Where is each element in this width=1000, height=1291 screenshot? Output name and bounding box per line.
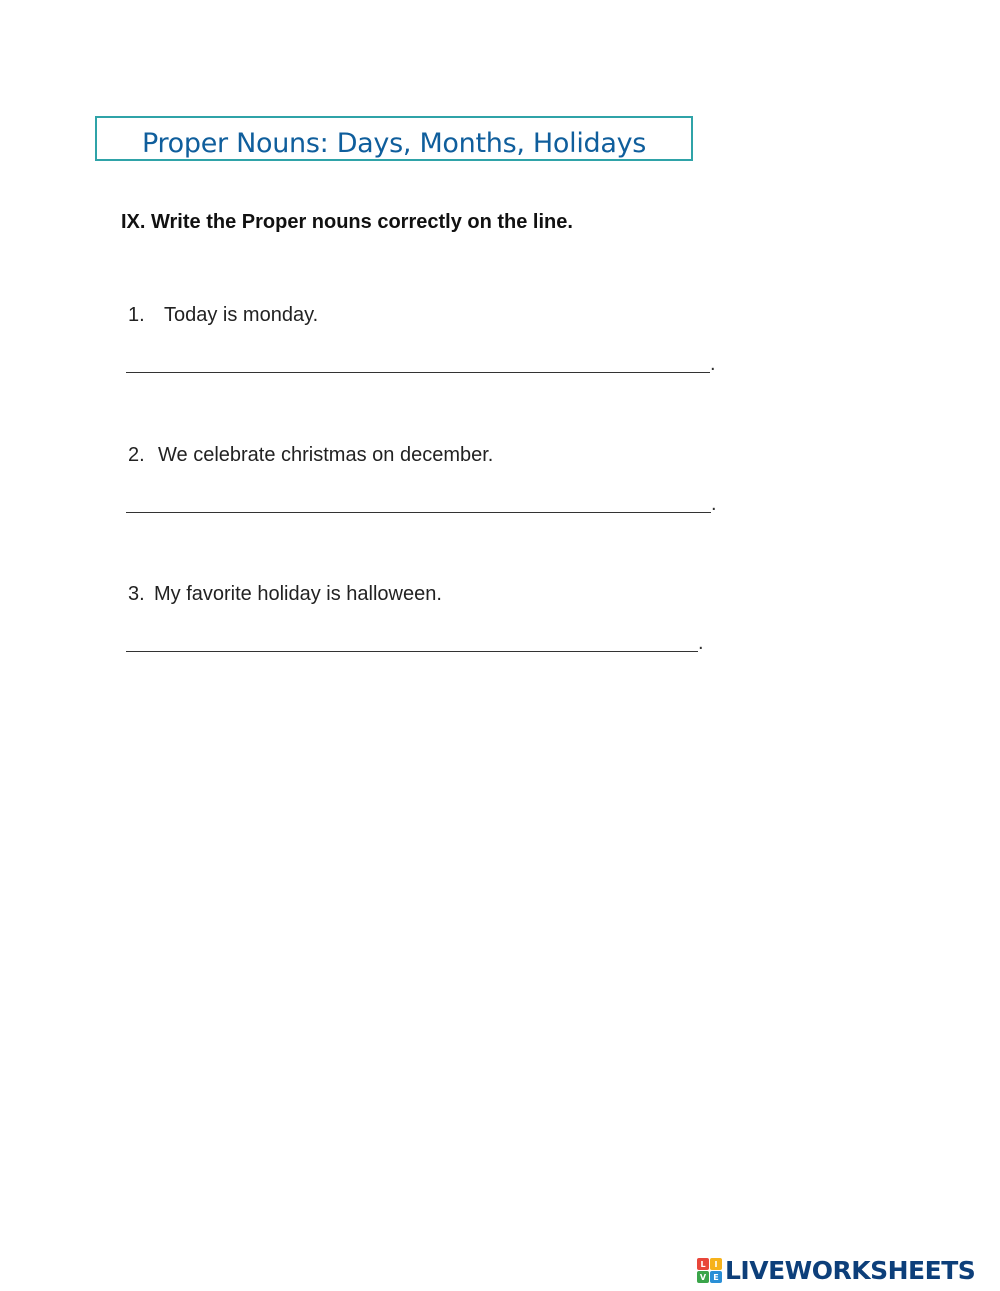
answer-line-2: [126, 512, 711, 513]
answer-line-3: [126, 651, 698, 652]
question-3: [128, 583, 442, 606]
logo-letter: I: [710, 1258, 722, 1270]
question-number: 1.: [128, 304, 145, 326]
title-box: [95, 116, 693, 161]
question-1: [128, 304, 318, 327]
logo-letter: E: [710, 1271, 722, 1283]
question-number: 2.: [128, 444, 145, 466]
question-number: 3.: [128, 583, 145, 605]
page-title: Proper Nouns: Days, Months, Holidays: [141, 128, 647, 159]
answer-period-3: .: [698, 632, 704, 654]
question-2: [128, 444, 493, 467]
logo-letter: V: [697, 1271, 709, 1283]
answer-period-2: .: [711, 493, 717, 515]
answer-line-1: [126, 372, 710, 373]
brand-name: LIVEWORKSHEETS: [725, 1256, 976, 1285]
answer-input-3[interactable]: [126, 625, 698, 651]
answer-period-1: .: [710, 353, 716, 375]
liveworksheets-logo-icon: [697, 1258, 722, 1283]
instruction-text: IX. Write the Proper nouns correctly on the line.: [121, 211, 573, 233]
question-text: We celebrate christmas on december.: [158, 444, 494, 466]
brand-footer: [697, 1256, 975, 1285]
answer-input-2[interactable]: [126, 486, 711, 512]
answer-input-1[interactable]: [126, 346, 710, 372]
question-text: Today is monday.: [164, 304, 319, 326]
question-text: My favorite holiday is halloween.: [154, 583, 442, 605]
logo-letter: L: [697, 1258, 709, 1270]
